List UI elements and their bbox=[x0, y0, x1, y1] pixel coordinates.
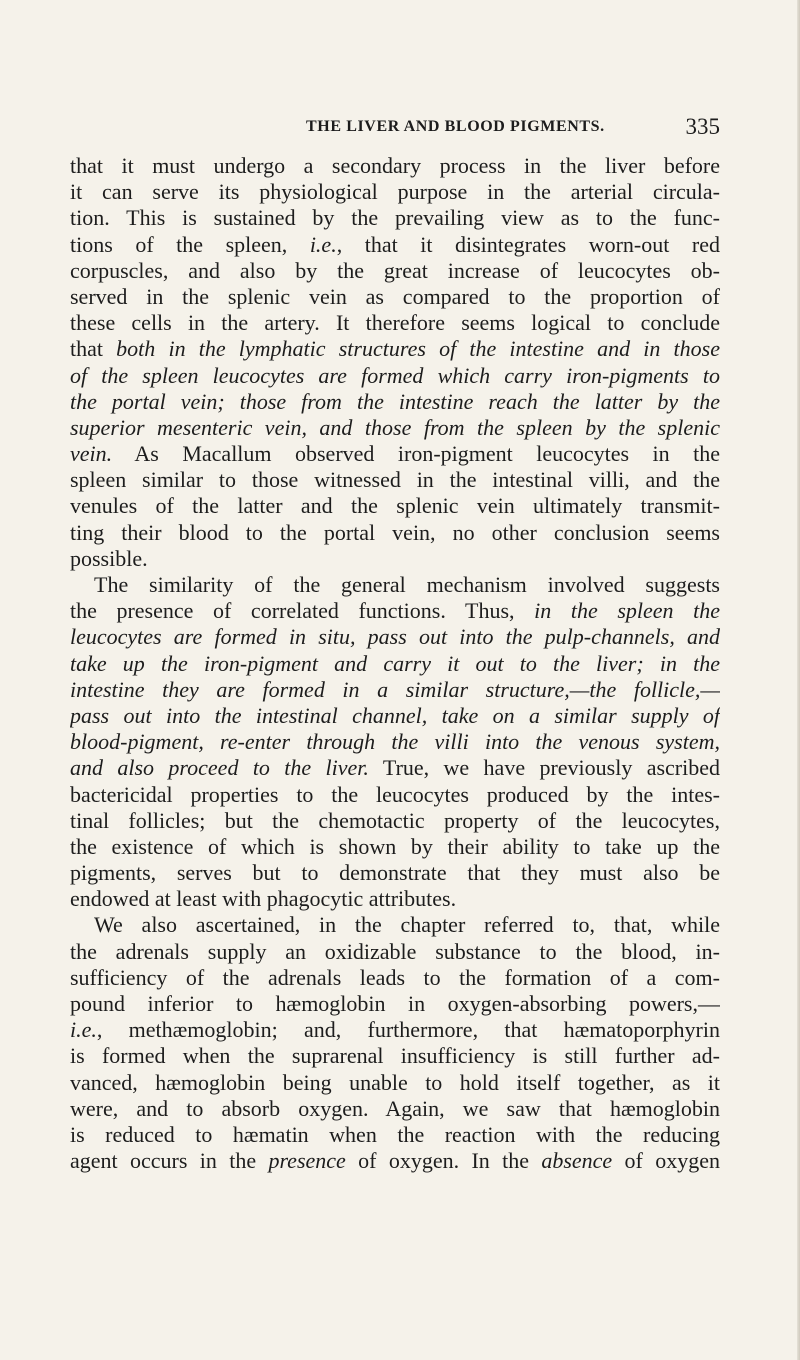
text-line bbox=[70, 860, 720, 886]
text-segment: venules of the latter and the splenic vein ultimately transmit- bbox=[70, 493, 720, 519]
text-segment: served in the splenic vein as compared to the proportion of bbox=[70, 283, 720, 309]
italic-text: blood-pigment, re-enter through the villi into the venous system, bbox=[70, 729, 720, 755]
text-line bbox=[70, 179, 720, 205]
running-title: THE LIVER AND BLOOD PIGMENTS. bbox=[306, 118, 605, 135]
text-line bbox=[70, 991, 720, 1017]
running-head bbox=[70, 114, 720, 140]
text-line bbox=[70, 415, 720, 441]
text-segment: corpuscles, and also by the great increase of leucocytes ob- bbox=[70, 257, 720, 283]
text-segment: agent occurs in the bbox=[70, 1148, 269, 1174]
text-segment: these cells in the artery. It therefore seems logical to conclude bbox=[70, 310, 720, 336]
body-text bbox=[70, 153, 720, 1174]
italic-text: the portal vein; those from the intestine reach the latter by the bbox=[70, 388, 720, 414]
text-segment: vanced, hæmoglobin being unable to hold itself together, as it bbox=[70, 1069, 720, 1095]
text-line bbox=[70, 336, 720, 362]
italic-text: i.e. bbox=[70, 1017, 97, 1043]
text-line bbox=[70, 651, 720, 677]
text-segment: is formed when the suprarenal insufficiency is still further ad- bbox=[70, 1043, 720, 1069]
text-segment: it can serve its physiological purpose in the arterial circula- bbox=[70, 179, 720, 205]
text-segment: that bbox=[70, 336, 117, 362]
italic-text: presence bbox=[268, 1148, 346, 1174]
text-segment: , that it disintegrates worn-out red bbox=[336, 231, 720, 257]
text-line bbox=[70, 729, 720, 755]
text-segment: the existence of which is shown by their ability to take up the bbox=[70, 833, 720, 859]
text-line bbox=[70, 912, 720, 938]
text-segment: ting their blood to the portal vein, no other conclusion seems bbox=[70, 519, 720, 545]
text-segment: The similarity of the general mechanism involved suggests bbox=[94, 572, 720, 597]
italic-text: and also proceed to the liver. bbox=[70, 755, 369, 781]
text-segment: We also ascertained, in the chapter referred to, that, while bbox=[94, 912, 720, 938]
text-line bbox=[70, 1122, 720, 1148]
text-line bbox=[70, 939, 720, 965]
italic-text: superior mesenteric vein, and those from the spleen by the splenic bbox=[70, 414, 720, 440]
text-line bbox=[70, 755, 720, 781]
italic-text: absence bbox=[541, 1148, 613, 1174]
italic-text: pass out into the intestinal channel, take on a similar supply of bbox=[70, 702, 720, 728]
text-line bbox=[70, 1148, 720, 1174]
text-line bbox=[70, 363, 720, 389]
text-line bbox=[70, 467, 720, 493]
italic-text: both in the lymphatic structures of the intestine and in those bbox=[116, 336, 720, 362]
text-segment: of oxygen. In the bbox=[345, 1148, 542, 1174]
text-line bbox=[70, 232, 720, 258]
text-line bbox=[70, 572, 720, 598]
text-segment: As Macallum observed iron-pigment leucocytes in the bbox=[112, 441, 720, 467]
text-line bbox=[70, 834, 720, 860]
text-line bbox=[70, 493, 720, 519]
text-segment: tinal follicles; but the chemotactic property of the leucocytes, bbox=[70, 807, 720, 833]
text-line bbox=[70, 1096, 720, 1122]
text-segment: is reduced to hæmatin when the reaction with the reducing bbox=[70, 1121, 720, 1147]
text-line bbox=[70, 310, 720, 336]
italic-text: in the spleen the bbox=[534, 598, 720, 624]
italic-text: intestine they are formed in a similar structure,—the follicle,— bbox=[70, 676, 720, 702]
text-line bbox=[70, 546, 720, 572]
italic-text: i.e. bbox=[309, 231, 337, 257]
text-segment: were, and to absorb oxygen. Again, we saw that hæmoglobin bbox=[70, 1095, 720, 1121]
text-line bbox=[70, 808, 720, 834]
text-segment: sufficiency of the adrenals leads to the formation of a com- bbox=[70, 964, 720, 990]
text-segment: tion. This is sustained by the prevailing view as to the func- bbox=[70, 205, 720, 231]
text-segment: endowed at least with phagocytic attributes. bbox=[70, 886, 457, 912]
text-line bbox=[70, 677, 720, 703]
text-segment: , methæmoglobin; and, furthermore, that hæmatoporphyrin bbox=[96, 1017, 720, 1043]
text-segment: that it must undergo a secondary process in the liver before bbox=[70, 153, 720, 178]
text-segment: pigments, serves but to demonstrate that they must also be bbox=[70, 860, 720, 886]
text-segment: possible. bbox=[70, 545, 148, 571]
italic-text: of the spleen leucocytes are formed which carry iron-pigments to bbox=[70, 362, 720, 388]
text-line bbox=[70, 703, 720, 729]
text-line bbox=[70, 1043, 720, 1069]
text-segment: bactericidal properties to the leucocytes produced by the intes- bbox=[70, 781, 720, 807]
italic-text: take up the iron-pigment and carry it out to the liver; in the bbox=[70, 650, 720, 676]
text-line bbox=[70, 284, 720, 310]
text-line bbox=[70, 886, 720, 912]
text-segment: the presence of correlated functions. Thus, bbox=[70, 598, 535, 624]
text-line bbox=[70, 389, 720, 415]
text-line bbox=[70, 520, 720, 546]
text-line bbox=[70, 1017, 720, 1043]
page-number: 335 bbox=[685, 114, 720, 139]
text-line bbox=[70, 624, 720, 650]
text-segment: tions of the spleen, bbox=[70, 231, 310, 257]
text-segment: True, we have previously ascribed bbox=[368, 755, 720, 781]
text-line bbox=[70, 782, 720, 808]
italic-text: vein. bbox=[70, 441, 113, 467]
text-segment: of oxygen bbox=[612, 1148, 720, 1174]
text-line bbox=[70, 1070, 720, 1096]
text-segment: pound inferior to hæmoglobin in oxygen-absorbing powers,— bbox=[70, 991, 720, 1016]
text-segment: the adrenals supply an oxidizable substance to the blood, in- bbox=[70, 938, 720, 964]
text-line bbox=[70, 258, 720, 284]
text-line bbox=[70, 441, 720, 467]
text-segment: spleen similar to those witnessed in the intestinal villi, and the bbox=[70, 467, 720, 493]
text-line bbox=[70, 205, 720, 231]
text-line bbox=[70, 598, 720, 624]
italic-text: leucocytes are formed in situ, pass out into the pulp-channels, and bbox=[70, 624, 720, 650]
text-line bbox=[70, 153, 720, 179]
text-line bbox=[70, 965, 720, 991]
